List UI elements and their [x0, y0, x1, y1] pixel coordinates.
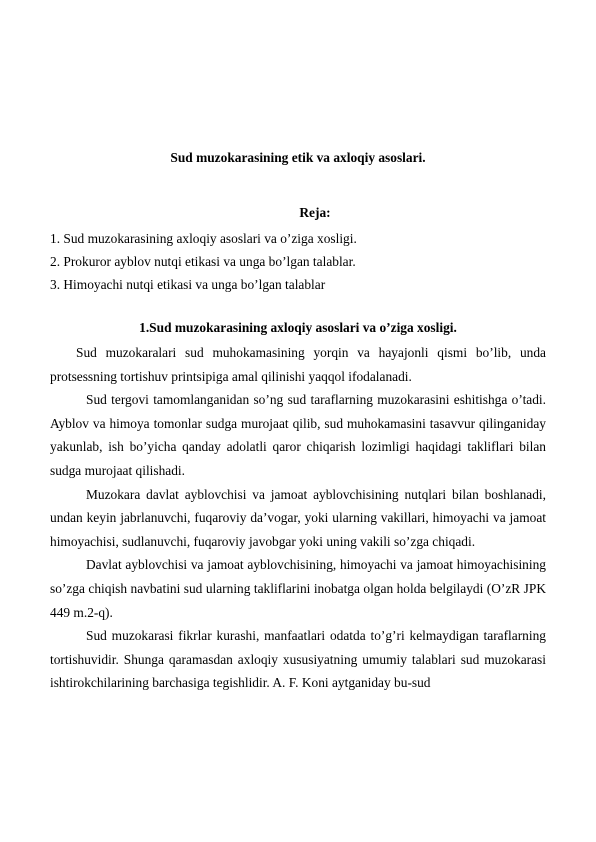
section-heading: 1.Sud muzokarasining axloqiy asoslari va o’ziga xosligi. [139, 320, 457, 335]
paragraph: Sud muzokaralari sud muhokamasining yorqin va hayajonli qismi bo’lib, unda protsessning tortishuv printsipiga amal qilinishi yaqqol ifodalanadi. [50, 345, 546, 384]
paragraph: Sud muzokarasi fikrlar kurashi, manfaatlari odatda to’g’ri kelmaydigan taraflarning tortishuvidir. Shunga qaramasdan axloqiy xususiyatning umumiy talablari sud muzokarasi ishtirokchilarining barchasiga tegishlidir. A. F. Koni aytganiday bu-sud [50, 628, 546, 691]
plan-list [50, 227, 357, 296]
plan-item: 2. Prokuror ayblov nutqi etikasi va unga bo’lgan talablar. [50, 254, 356, 269]
paragraph: Sud tergovi tamomlanganidan so’ng sud taraflarning muzokarasini eshitishga o’tadi. Ayblov va himoya tomonlar sudga murojaat qilib, sud muhokamasini tasavvur qilinganiday yakunlab, ish bo’yicha qanday adolatli qaror chiqarish lozimligi haqidagi takliflari bilan sudga murojaat qilishadi. [50, 392, 546, 478]
plan-item: 1. Sud muzokarasining axloqiy asoslari va o’ziga xosligi. [50, 231, 357, 246]
plan-item: 3. Himoyachi nutqi etikasi va unga bo’lgan talablar [50, 277, 326, 292]
body-text [50, 341, 546, 695]
paragraph: Muzokara davlat ayblovchisi va jamoat ayblovchisining nutqlari bilan boshlanadi, undan keyin jabrlanuvchi, fuqaroviy da’vogar, yoki ularning vakillari, himoyachi va jamoat himoyachisi, sudlanuvchi, fuqaroviy javobgar yoki uning vakili so’zga chiqadi. [50, 486, 546, 549]
document-title: Sud muzokarasining etik va axloqiy asoslari. [170, 150, 426, 165]
paragraph: Davlat ayblovchisi va jamoat ayblovchisining, himoyachi va jamoat himoyachisining so’zga chiqish navbatini sud ularning takliflarini inobatga olgan holda belgilaydi (O’zR JPK 449 m.2-q). [50, 557, 546, 620]
plan-heading: Reja: [299, 205, 331, 220]
